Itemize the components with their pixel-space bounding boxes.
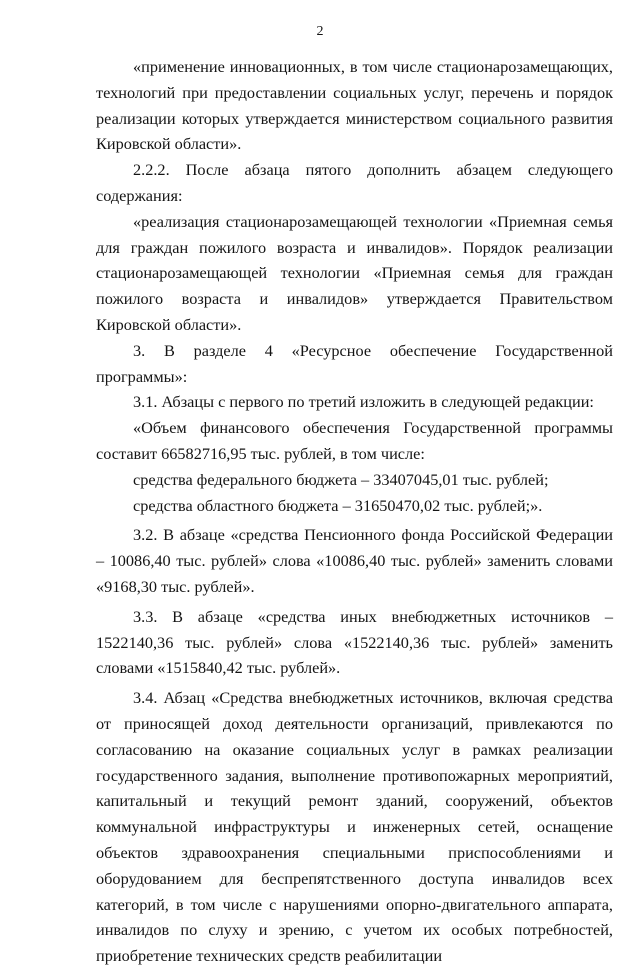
paragraph-3-2: 3.2. В абзаце «средства Пенсионного фонда Российской Федерации – 10086,40 тыс. рублей» слова «10086,40 тыс. рублей» заменить словами «9168,30 тыс. рублей». <box>96 525 613 596</box>
document-body <box>96 54 613 969</box>
paragraph-2-2-2: 2.2.2. После абзаца пятого дополнить абзацем следующего содержания: <box>96 160 613 205</box>
paragraph-funding-total: «Объем финансового обеспечения Государственной программы составит 66582716,95 тыс. рублей, в том числе: <box>96 418 613 463</box>
paragraph-3-4: 3.4. Абзац «Средства внебюджетных источников, включая средства от приносящей доход деятельности организаций, привлекаются по согласованию на оказание социальных услуг в рамках реализации государственного задания, выполнение противопожарных мероприятий, капитальный и текущий ремонт зданий, сооружений, объектов коммунальной инфраструктуры и инженерных сетей, оснащение объектов здравоохранения специальными приспособлениями и оборудованием для беспрепятственного доступа инвалидов всех категорий, в том числе с нарушениями опорно-двигательного аппарата, инвалидов по слуху и зрению, с учетом их особых потребностей, приобретение технических средств реабилитации <box>96 688 613 966</box>
paragraph-foster-family-technology: «реализация стационарозамещающей технологии «Приемная семья для граждан пожилого возраста и инвалидов». Порядок реализации стационарозамещающей технологии «Приемная семья для граждан пожилого возраста и инвалидов» утверждается Правительством Кировской области». <box>96 211 613 334</box>
paragraph-innovative-technologies: «применение инновационных, в том числе стационарозамещающих, технологий при предоставлении социальных услуг, перечень и порядок реализации которых утверждается министерством социального развития Кировской области». <box>96 57 613 154</box>
paragraph-regional-budget: средства областного бюджета – 31650470,02 тыс. рублей;». <box>133 495 543 515</box>
paragraph-3-3: 3.3. В абзаце «средства иных внебюджетных источников – 1522140,36 тыс. рублей» слова «1522140,36 тыс. рублей» заменить словами «1515840,42 тыс. рублей». <box>96 606 613 678</box>
page-number: 2 <box>316 24 324 39</box>
paragraph-3-1: 3.1. Абзацы с первого по третий изложить в следующей редакции: <box>133 392 594 412</box>
paragraph-section-3: 3. В разделе 4 «Ресурсное обеспечение Государственной программы»: <box>96 340 613 386</box>
paragraph-federal-budget: средства федерального бюджета – 33407045,01 тыс. рублей; <box>133 469 549 489</box>
